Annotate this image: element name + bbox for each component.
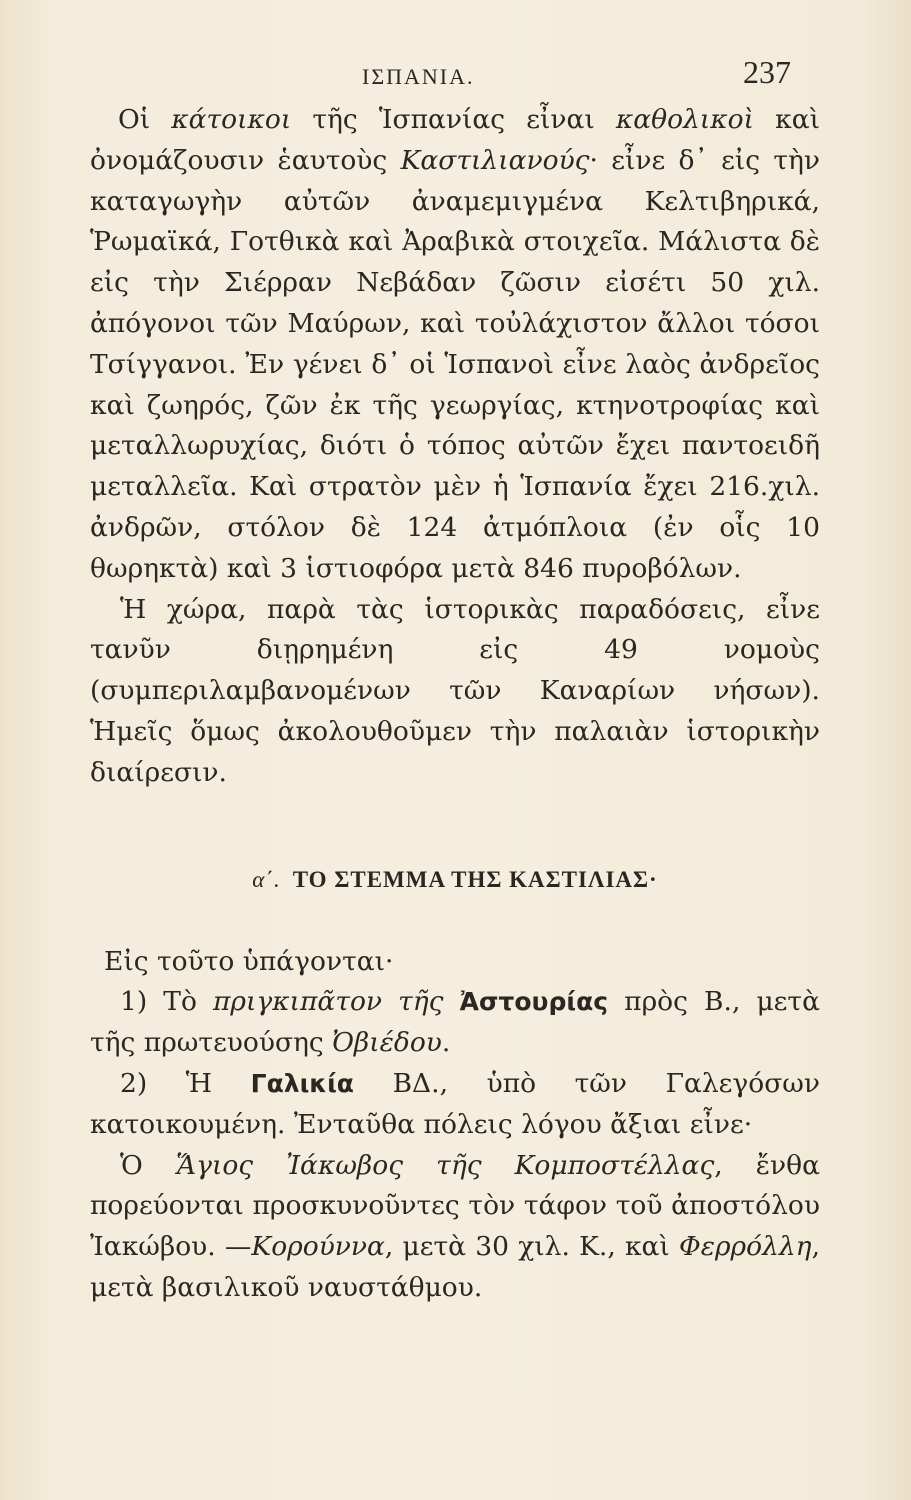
section-number: α΄. xyxy=(252,866,281,892)
section-intro: Εἰς τοῦτο ὑπάγονται· xyxy=(104,945,394,977)
text-run: ΒΔ., ὑπὸ τῶν Γαλεγόσων κατοικουμένη. Ἐνταῦθα πόλεις λόγου ἄξιαι εἶνε· xyxy=(90,1067,821,1140)
text-run: Ὁ xyxy=(120,1149,176,1181)
text-run: 1) Τὸ xyxy=(120,986,214,1018)
text-run: τῆς Ἱσπανίας εἶναι xyxy=(291,104,616,135)
italic-term: Φερρόλλη xyxy=(679,1231,812,1263)
text-run xyxy=(444,986,460,1017)
page-number: 237 xyxy=(743,54,791,90)
italic-term: Κορούννα xyxy=(251,1231,385,1263)
text-run: Ἡ χώρα, παρὰ τὰς ἱστορικὰς παραδόσεις, εἶνε τανῦν διῃρημένη εἰς 49 νομοὺς (συμπεριλαμβανομένων τῶν Καναρίων νήσων). Ἡμεῖς ὅμως ἀκολουθοῦμεν τὴν παλαιὰν ἱστορικὴν διαίρεσιν. xyxy=(90,593,820,788)
list-item-asturias xyxy=(90,982,820,1064)
section-heading xyxy=(90,864,820,896)
text-run: πρὸς Β., μετὰ τῆς πρωτευούσης xyxy=(90,986,820,1059)
text-run: , ἔνθα πορεύονται προσκυνοῦντες τὸν τάφον τοῦ ἀποστόλου Ἰακώβου. — xyxy=(90,1149,820,1263)
text-run: , μετὰ 30 χιλ. Κ., καὶ xyxy=(384,1231,680,1263)
page-header xyxy=(0,54,911,94)
section-title: ΤΟ ΣΤΕΜΜΑ ΤΗΣ ΚΑΣΤΙΛΙΑΣ· xyxy=(292,866,658,892)
text-run: · εἶνε δ᾽ εἰς τὴν καταγωγὴν αὐτῶν ἀναμεμιγμένα Κελτιβηρικά, Ῥωμαϊκά, Γοτθικὰ καὶ Ἀραβικὰ στοιχεῖα. Μάλιστα δὲ εἰς τὴν Σιέρραν Νεβάδαν ζῶσιν εἰσέτι 50 χιλ. ἀπόγονοι τῶν Μαύρων, καὶ τοὐλάχιστον ἄλλοι τόσοι Τσίγγανοι. Ἐν γένει δ᾽ οἱ Ἱσπανοὶ εἶνε λαὸς ἀνδρεῖος καὶ ζωηρός, ζῶν ἐκ τῆς γεωργίας, κτηνοτροφίας καὶ μεταλλωρυχίας, διότι ὁ τόπος αὐτῶν ἔχει παντοειδῆ μεταλλεῖα. Καὶ στρατὸν μὲν ἡ Ἱσπανία ἔχει 216.χιλ. ἀνδρῶν, στόλον δὲ 124 ἀτμόπλοια (ἐν οἷς 10 θωρηκτὰ) καὶ 3 ἱστιοφόρα μετὰ 846 πυροβόλων. xyxy=(90,144,821,584)
italic-term: καθολικοὶ xyxy=(615,104,754,135)
italic-term: Ἅγιος Ἰάκωβος τῆς Κομποστέλλας xyxy=(175,1149,715,1181)
italic-term: Καστιλιανούς xyxy=(400,144,590,176)
bold-term: Ἀστουρίας xyxy=(459,987,609,1017)
italic-term: κάτοικοι xyxy=(171,104,292,135)
text-run: . xyxy=(441,1027,451,1059)
paragraph-divisions xyxy=(90,590,820,794)
text-run: καὶ ὀνομάζουσιν ἑαυτοὺς xyxy=(90,104,820,176)
text-run: 2) Ἡ xyxy=(120,1067,251,1099)
italic-term: πριγκιπᾶτον τῆς xyxy=(213,986,444,1018)
body-text xyxy=(90,100,820,1309)
bold-term: Γαλικία xyxy=(250,1068,354,1098)
italic-term: Ὀβιέδου xyxy=(332,1027,442,1059)
text-run: Οἱ xyxy=(118,104,172,135)
paragraph-inhabitants xyxy=(90,100,820,590)
text-run: , μετὰ βασιλικοῦ ναυστάθμου. xyxy=(90,1231,820,1303)
list-item-cities xyxy=(90,1146,820,1309)
running-head: ΙΣΠΑΝΙΑ. xyxy=(362,64,475,89)
list-item-galicia xyxy=(90,1064,820,1146)
